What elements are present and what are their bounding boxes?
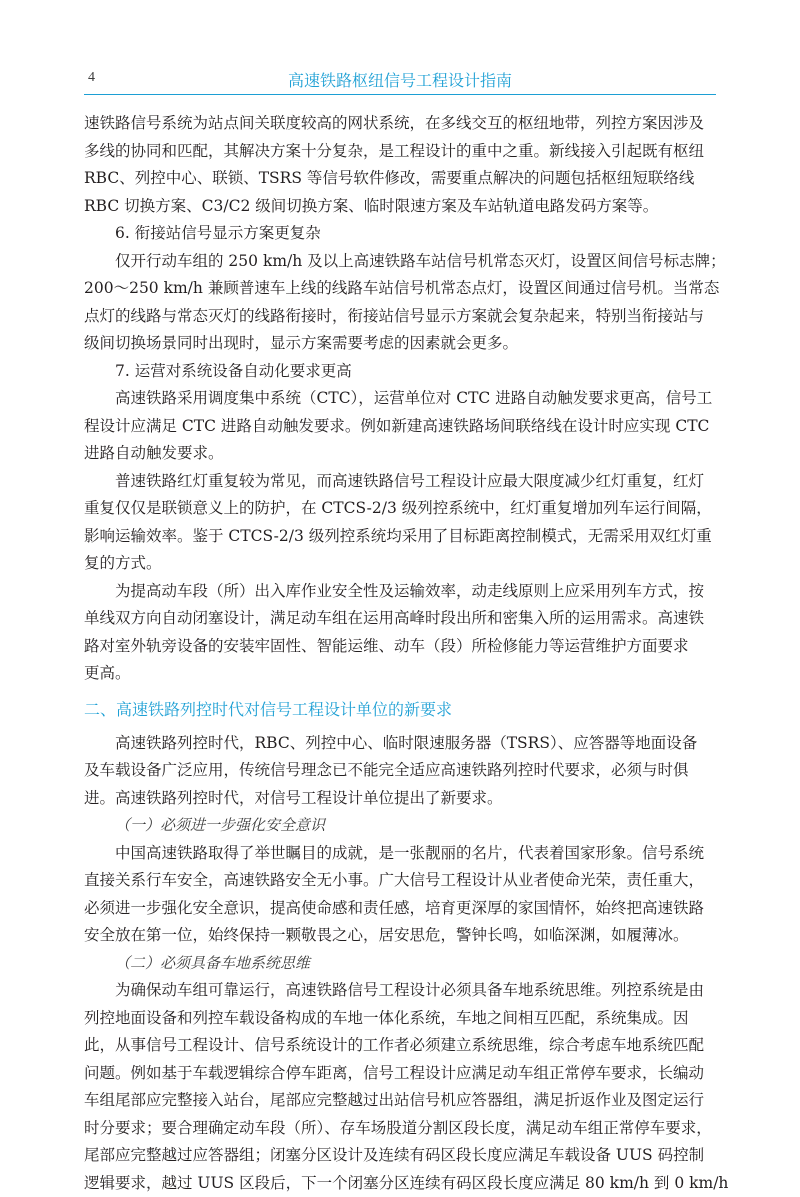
text-line: 必须进一步强化安全意识，提高使命感和责任感，培育更深厚的家国情怀，始终把高速铁路 <box>84 895 710 923</box>
item-7-heading: 7. 运营对系统设备自动化要求更高 <box>84 358 710 386</box>
text-line: 仅开行动车组的 250 km/h 及以上高速铁路车站信号机常态灭灯，设置区间信号标志牌； <box>84 248 710 276</box>
text-line: RBC、列控中心、联锁、TSRS 等信号软件修改，需要重点解决的问题包括枢纽短联络线 <box>84 165 710 193</box>
running-title: 高速铁路枢纽信号工程设计指南 <box>84 68 716 91</box>
text-line: 问题。例如基于车载逻辑综合停车距离，信号工程设计应满足动车组正常停车要求，长编动 <box>84 1060 710 1088</box>
text-line: 车组尾部应完整接入站台，尾部应完整越过出站信号机应答器组，满足折返作业及图定运行 <box>84 1087 710 1115</box>
text-line: 逻辑要求，越过 UUS 区段后，下一个闭塞分区连续有码区段长度应满足 80 km/h 到 0 km/h <box>84 1170 710 1197</box>
paragraph-era <box>84 730 710 813</box>
text-line: 级间切换场景同时出现时，显示方案需要考虑的因素就会更多。 <box>84 330 710 358</box>
paragraph-train-ground <box>84 977 710 1197</box>
text-line: RBC 切换方案、C3/C2 级间切换方案、临时限速方案及车站轨道电路发码方案等。 <box>84 193 710 221</box>
subsection-1-heading: （一）必须进一步强化安全意识 <box>84 812 710 840</box>
paragraph-red-light <box>84 468 710 578</box>
paragraph-signal-display <box>84 248 710 358</box>
text-line: 此，从事信号工程设计、信号系统设计的工作者必须建立系统思维，综合考虑车地系统匹配 <box>84 1032 710 1060</box>
paragraph-ctc <box>84 385 710 468</box>
text-line: 为确保动车组可靠运行，高速铁路信号工程设计必须具备车地系统思维。列控系统是由 <box>84 977 710 1005</box>
text-line: 及车载设备广泛应用，传统信号理念已不能完全适应高速铁路列控时代要求，必须与时俱 <box>84 757 710 785</box>
text-line: 列控地面设备和列控车载设备构成的车地一体化系统，车地之间相互匹配，系统集成。因 <box>84 1005 710 1033</box>
text-line: 200～250 km/h 兼顾普速车上线的线路车站信号机常态点灯，设置区间通过信号机。当常态 <box>84 275 710 303</box>
text-line: 多线的协同和匹配，其解决方案十分复杂，是工程设计的重中之重。新线接入引起既有枢纽 <box>84 138 710 166</box>
text-line: 安全放在第一位，始终保持一颗敬畏之心，居安思危，警钟长鸣，如临深渊，如履薄冰。 <box>84 922 710 950</box>
text-line: 更高。 <box>84 660 710 688</box>
paragraph-safety <box>84 840 710 950</box>
text-line: 普速铁路红灯重复较为常见，而高速铁路信号工程设计应最大限度减少红灯重复，红灯 <box>84 468 710 496</box>
text-line: 高速铁路列控时代，RBC、列控中心、临时限速服务器（TSRS）、应答器等地面设备 <box>84 730 710 758</box>
subsection-2-heading: （二）必须具备车地系统思维 <box>84 950 710 978</box>
text-line: 路对室外轨旁设备的安装牢固性、智能运维、动车（段）所检修能力等运营维护方面要求 <box>84 633 710 661</box>
text-line: 直接关系行车安全，高速铁路安全无小事。广大信号工程设计从业者使命光荣，责任重大， <box>84 867 710 895</box>
text-line: 尾部应完整越过应答器组；闭塞分区设计及连续有码区段长度应满足车载设备 UUS 码控制 <box>84 1142 710 1170</box>
text-line: 进。高速铁路列控时代，对信号工程设计单位提出了新要求。 <box>84 785 710 813</box>
running-header <box>84 66 716 96</box>
header-rule <box>84 94 716 95</box>
text-line: 影响运输效率。鉴于 CTCS-2/3 级列控系统均采用了目标距离控制模式，无需采用双红灯重 <box>84 523 710 551</box>
paragraph-continuation <box>84 110 710 220</box>
text-line: 进路自动触发要求。 <box>84 440 710 468</box>
page-body <box>84 110 710 1197</box>
item-6-heading: 6. 衔接站信号显示方案更复杂 <box>84 220 710 248</box>
text-line: 重复仅仅是联锁意义上的防护，在 CTCS-2/3 级列控系统中，红灯重复增加列车运行间隔， <box>84 495 710 523</box>
section-2-heading: 二、高速铁路列控时代对信号工程设计单位的新要求 <box>84 696 710 724</box>
text-line: 复的方式。 <box>84 550 710 578</box>
text-line: 高速铁路采用调度集中系统（CTC），运营单位对 CTC 进路自动触发要求更高，信号工 <box>84 385 710 413</box>
text-line: 中国高速铁路取得了举世瞩目的成就，是一张靓丽的名片，代表着国家形象。信号系统 <box>84 840 710 868</box>
text-line: 程设计应满足 CTC 进路自动触发要求。例如新建高速铁路场间联络线在设计时应实现 CTC <box>84 413 710 441</box>
text-line: 速铁路信号系统为站点间关联度较高的网状系统，在多线交互的枢纽地带，列控方案因涉及 <box>84 110 710 138</box>
paragraph-depot <box>84 578 710 688</box>
page-number: 4 <box>88 70 95 86</box>
text-line: 单线双方向自动闭塞设计，满足动车组在运用高峰时段出所和密集入所的运用需求。高速铁 <box>84 605 710 633</box>
text-line: 时分要求；要合理确定动车段（所）、存车场股道分割区段长度，满足动车组正常停车要求， <box>84 1115 710 1143</box>
text-line: 点灯的线路与常态灭灯的线路衔接时，衔接站信号显示方案就会复杂起来，特别当衔接站与 <box>84 303 710 331</box>
text-line: 为提高动车段（所）出入库作业安全性及运输效率，动走线原则上应采用列车方式，按 <box>84 578 710 606</box>
